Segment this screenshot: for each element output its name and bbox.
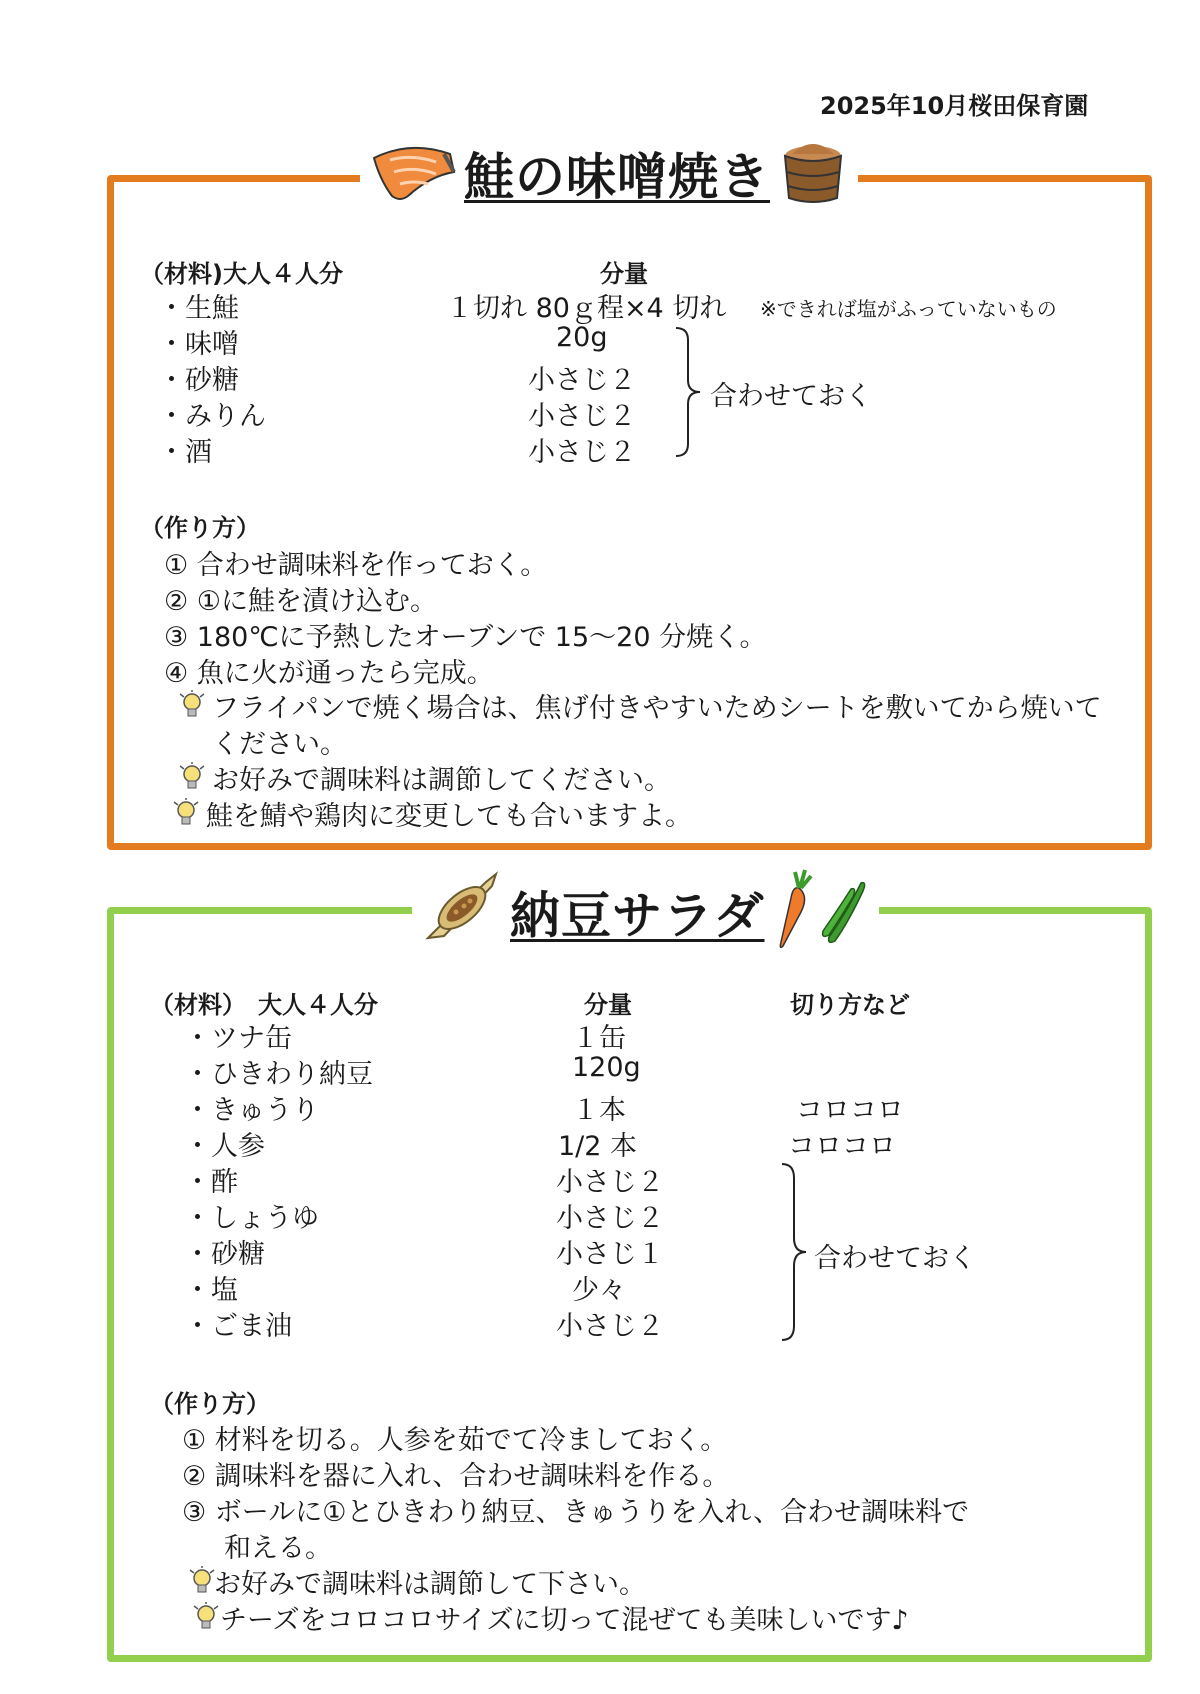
recipe-title: 納豆サラダ [510,887,765,945]
miso-tub-icon [778,136,848,210]
natto-icon [422,868,502,956]
cut-style-header: 切り方など [790,991,910,1019]
recipe-title-block [412,867,879,957]
recipe-title-block [360,133,858,213]
organization-date: 2025年10月桜田保育園 [820,92,1089,120]
ingredient-qty: １本 [572,1095,626,1126]
ingredients-header: （材料） 大人４人分 [150,991,378,1019]
tip-text: ください。 [212,729,347,760]
salmon-icon [370,136,456,210]
ingredient-qty: 小さじ２ [556,1203,664,1234]
quantity-header: 分量 [600,260,648,288]
ingredient-note: ※できれば塩がふっていないもの [760,297,1057,321]
ingredient-name: ・みりん [158,401,266,432]
lightbulb-icon [188,1566,216,1600]
ingredient-name: ・砂糖 [158,365,239,396]
ingredient-name: ・人参 [184,1131,265,1162]
ingredient-qty: 20g [556,322,608,353]
ingredient-name: ・砂糖 [184,1239,265,1270]
brace-icon [778,1162,808,1342]
step: ① 合わせ調味料を作っておく。 [164,550,548,581]
carrot-icon [773,868,813,956]
ingredient-qty: 小さじ２ [528,401,636,432]
step: ③ ボールに①とひきわり納豆、きゅうりを入れ、合わせ調味料で [182,1497,970,1528]
ingredient-name: ・ごま油 [184,1311,292,1342]
cucumber-icon [821,875,869,949]
tip-text: 鮭を鯖や鶏肉に変更しても合いますよ。 [206,801,692,832]
ingredient-qty: 小さじ２ [528,437,636,468]
ingredient-cut: コロコロ [788,1131,896,1162]
ingredients-header: （材料)大人４人分 [140,260,343,288]
ingredient-cut: コロコロ [796,1095,904,1126]
combine-label: 合わせておく [710,381,872,412]
ingredient-name: ・ツナ缶 [184,1023,292,1054]
ingredient-qty: １缶 [572,1023,626,1054]
quantity-header: 分量 [584,991,632,1019]
brace-icon [672,326,702,458]
recipe-title: 鮭の味噌焼き [464,148,770,206]
ingredient-name: ・ひきわり納豆 [184,1059,373,1090]
ingredient-qty: 120g [572,1052,641,1083]
method-header: （作り方） [150,1390,270,1418]
ingredient-qty: 小さじ２ [528,365,636,396]
tip-text: お好みで調味料は調節してください。 [212,765,671,796]
ingredient-name: ・きゅうり [184,1095,319,1126]
step: 和える。 [224,1533,332,1564]
ingredient-name: ・酢 [184,1167,238,1198]
lightbulb-icon [178,762,206,796]
combine-label: 合わせておく [814,1243,976,1274]
lightbulb-icon [172,798,200,832]
ingredient-qty: 小さじ１ [556,1239,664,1270]
ingredient-qty: 1/2 本 [558,1131,638,1162]
step: ③ 180℃に予熱したオーブンで 15～20 分焼く。 [164,622,767,653]
ingredient-qty: 小さじ２ [556,1167,664,1198]
lightbulb-icon [192,1602,220,1636]
ingredient-name: ・味噌 [158,329,239,360]
step: ② 調味料を器に入れ、合わせ調味料を作る。 [182,1461,730,1492]
ingredient-name: ・生鮭 [158,293,239,324]
lightbulb-icon [178,690,206,724]
ingredient-name: ・塩 [184,1275,238,1306]
tip-text: フライパンで焼く場合は、焦げ付きやすいためシートを敷いてから焼いて [212,693,1102,724]
step: ④ 魚に火が通ったら完成。 [164,658,494,689]
step: ② ①に鮭を漬け込む。 [164,586,437,617]
tip-text: お好みで調味料は調節して下さい。 [214,1569,646,1600]
ingredient-name: ・しょうゆ [184,1203,319,1234]
ingredient-qty: １切れ 80ｇ程×4 切れ [446,293,727,324]
method-header: （作り方） [140,514,260,542]
step: ① 材料を切る。人参を茹でて冷ましておく。 [182,1425,728,1456]
ingredient-qty: 少々 [572,1275,626,1306]
tip-text: チーズをコロコロサイズに切って混ぜても美味しいです♪ [220,1605,909,1636]
ingredient-qty: 小さじ２ [556,1311,664,1342]
ingredient-name: ・酒 [158,437,212,468]
